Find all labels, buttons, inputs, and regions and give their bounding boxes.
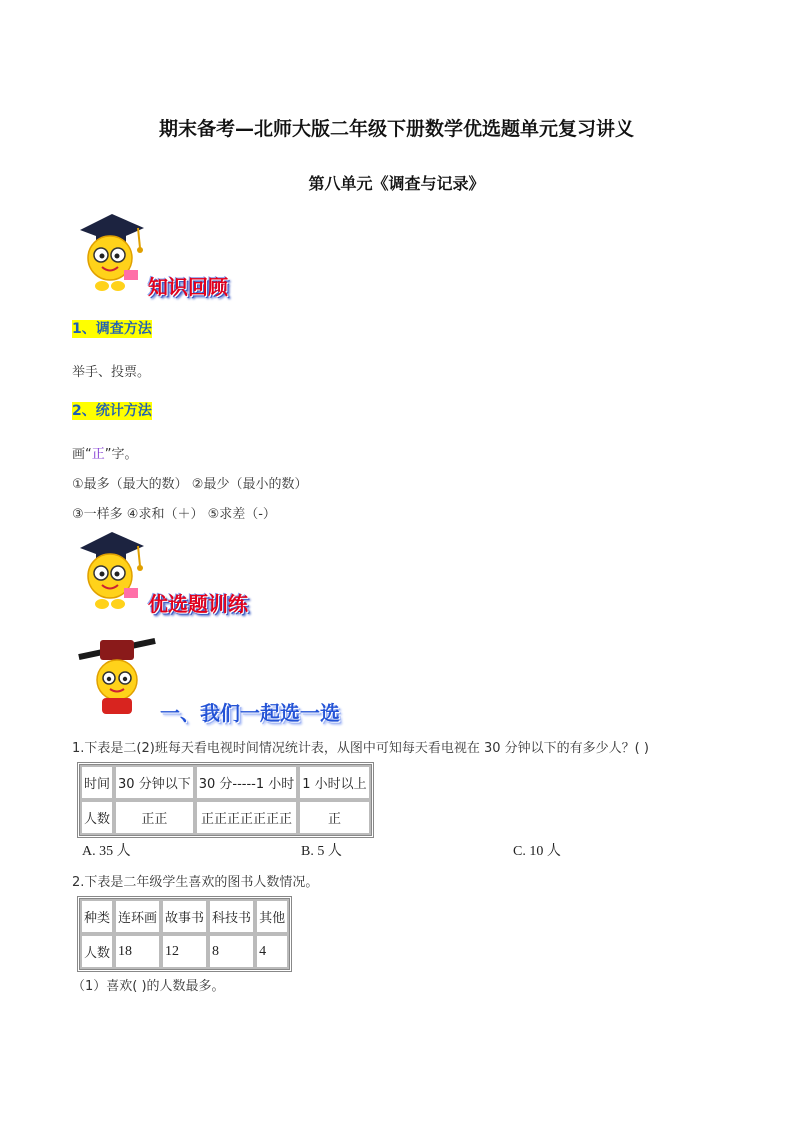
table-row xyxy=(80,765,371,800)
section-practice-banner: 优选题训练 xyxy=(148,592,248,616)
heading-text: 2、统计方法 xyxy=(72,403,152,419)
section-review-banner: 知识回顾 xyxy=(148,275,228,299)
table-cell: 种类 xyxy=(80,899,114,934)
paragraph-zheng xyxy=(72,443,138,462)
option-b[interactable]: B. 5 人 xyxy=(301,844,342,859)
table-cell: 连环画 xyxy=(114,899,161,934)
table-cell: 30 分钟以下 xyxy=(114,765,195,800)
question-2-sub-1: （1）喜欢( )的人数最多。 xyxy=(72,979,225,994)
tv-time-table xyxy=(77,762,374,838)
option-c[interactable]: C. 10 人 xyxy=(513,844,561,859)
table-cell: 时间 xyxy=(80,765,114,800)
scholar-mascot-icon xyxy=(72,212,152,294)
question-2-text: 2.下表是二年级学生喜欢的图书人数情况。 xyxy=(72,875,319,890)
heading-text: 1、调查方法 xyxy=(72,321,152,337)
table-cell: 正正 xyxy=(114,800,195,835)
paragraph-compare-2: ③一样多 ④求和（＋） ⑤求差（-） xyxy=(72,507,276,522)
table-row xyxy=(80,934,289,969)
page-title: 期末备考—北师大版二年级下册数学优选题单元复习讲义 xyxy=(158,118,634,140)
table-cell: 故事书 xyxy=(161,899,208,934)
table-cell: 正 xyxy=(298,800,370,835)
table-cell: 30 分-----1 小时 xyxy=(195,765,299,800)
table-cell: 科技书 xyxy=(208,899,255,934)
table-cell: 12 xyxy=(161,934,208,969)
table-cell: 人数 xyxy=(80,800,114,835)
heading-stat-method xyxy=(72,400,152,420)
question-1-text: 1.下表是二(2)班每天看电视时间情况统计表，从图中可知每天看电视在 30 分钟以下的有多少人？( ) xyxy=(72,741,649,756)
table-cell: 1 小时以上 xyxy=(298,765,370,800)
table-cell: 8 xyxy=(208,934,255,969)
table-cell: 正正正正正正正 xyxy=(195,800,299,835)
zheng-character: 正 xyxy=(91,447,105,462)
text-suffix: ”字。 xyxy=(104,447,138,462)
table-cell: 18 xyxy=(114,934,161,969)
text-prefix: 画“ xyxy=(72,447,92,462)
table-row xyxy=(80,800,371,835)
table-cell: 人数 xyxy=(80,934,114,969)
heading-survey-method xyxy=(72,318,152,338)
paragraph-survey: 举手、投票。 xyxy=(72,365,151,380)
option-a[interactable]: A. 35 人 xyxy=(82,844,131,859)
section-choose-banner: 一、我们一起选一选 xyxy=(160,701,340,725)
table-row xyxy=(80,899,289,934)
page-subtitle: 第八单元《调查与记录》 xyxy=(308,174,485,193)
table-cell: 4 xyxy=(255,934,289,969)
book-preference-table xyxy=(77,896,292,972)
scholar-mascot-icon xyxy=(72,530,152,612)
table-cell: 其他 xyxy=(255,899,289,934)
paragraph-compare-1: ①最多（最大的数） ②最少（最小的数） xyxy=(72,477,308,492)
official-mascot-icon xyxy=(74,636,160,718)
